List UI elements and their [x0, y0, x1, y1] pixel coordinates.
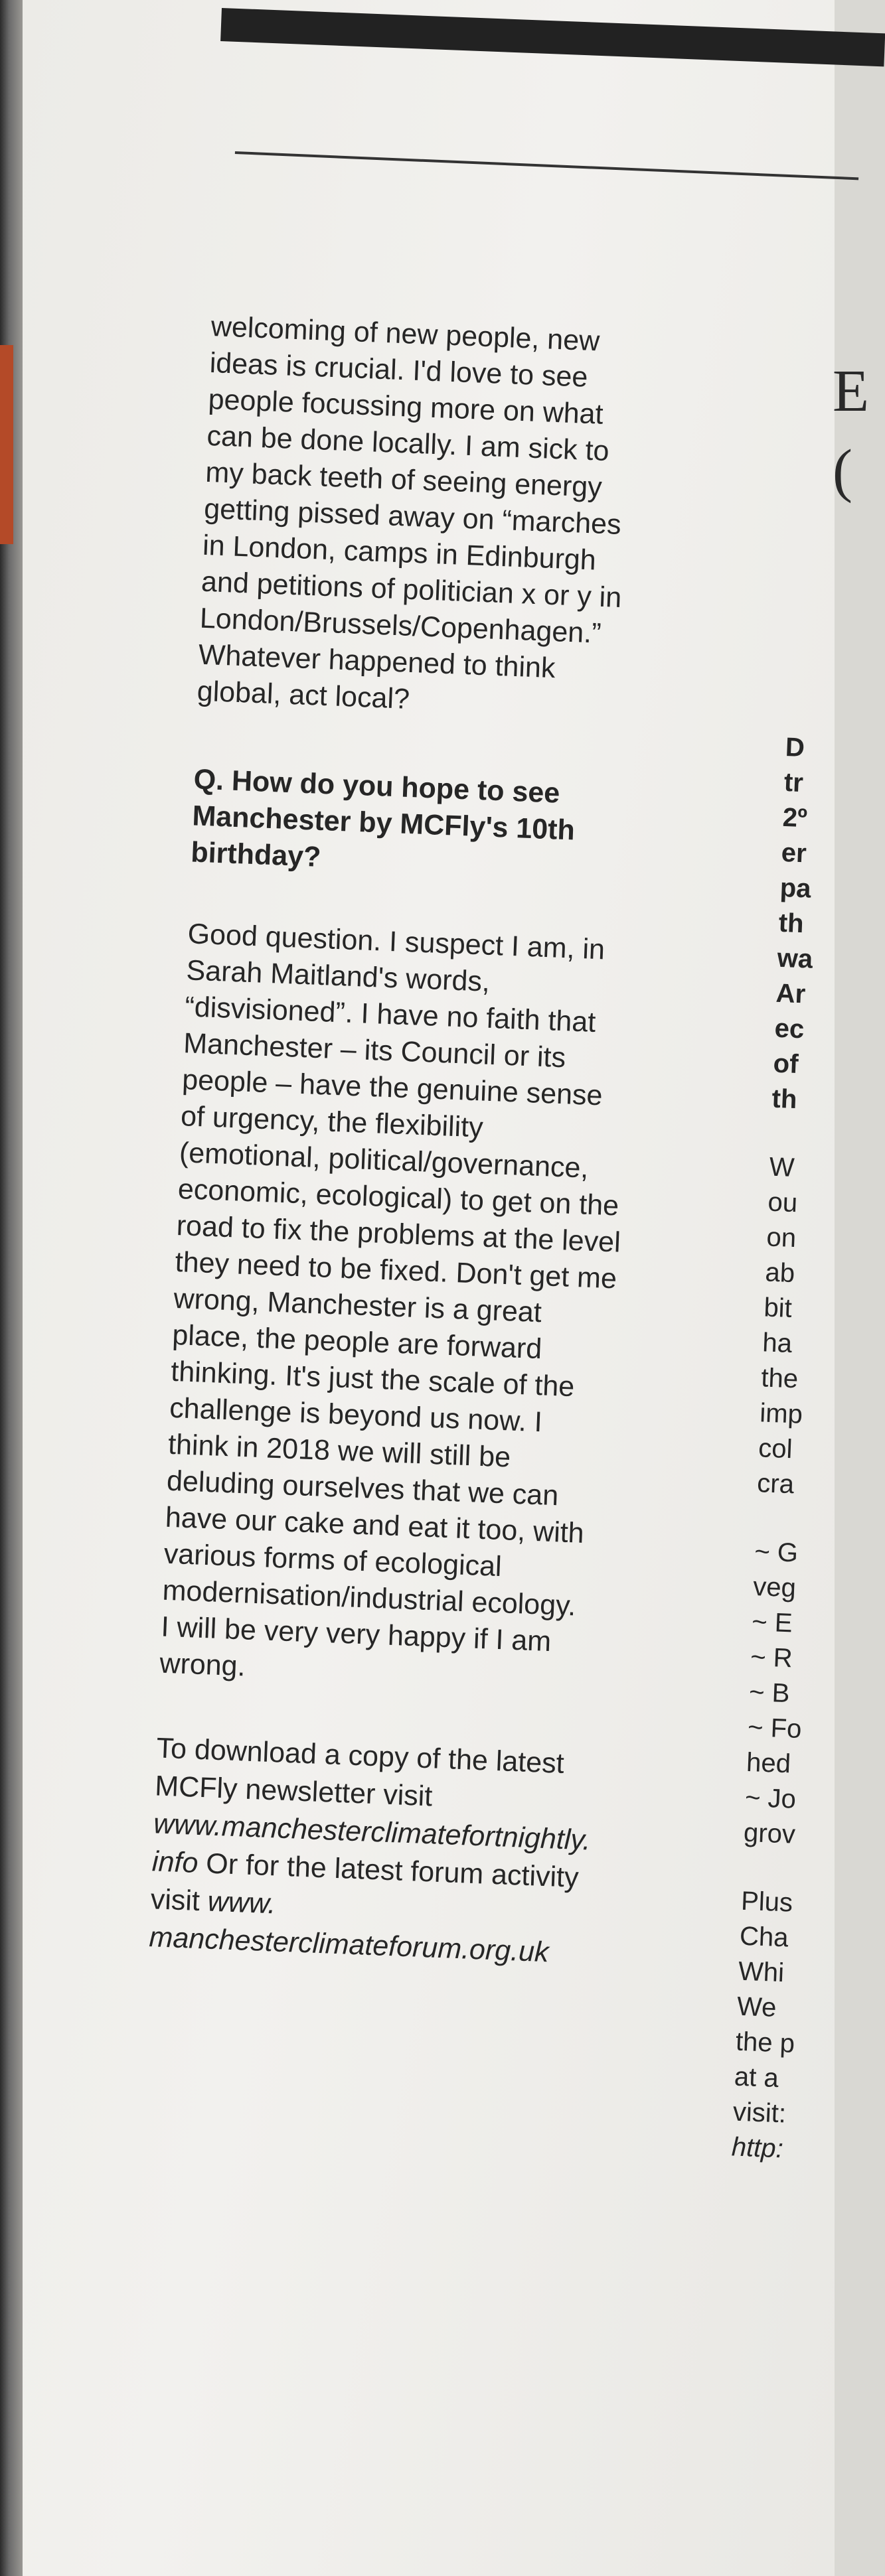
- right-line: the p: [735, 2027, 795, 2058]
- right-line: er: [781, 837, 807, 869]
- right-line: ~ Fo: [747, 1712, 803, 1744]
- right-heading-fragment: E (: [833, 358, 869, 504]
- right-line: ~ B: [748, 1677, 791, 1709]
- right-line: cra: [756, 1468, 795, 1500]
- interview-question: Q. How do you hope to see Manchester by MCFly's 10th birthday?: [190, 763, 576, 873]
- download-note: [149, 1729, 728, 1978]
- forum-prefix: Or for the latest forum activity visit: [149, 1847, 580, 1918]
- right-url-fragment: http:: [731, 2132, 784, 2164]
- right-line: th: [777, 908, 805, 939]
- answer-paragraph: Good question. I suspect I am, in Sarah Maitland's words, “disvisioned”. I have no faith that Manchester – its Council or its people – have the genuine sense of urgency, the flexibility (emotional, political/governance, economic, ecological) to get on the road to fix the problems at the level they need to be fixed. Don't get me wrong, Manchester is a great place, the people are forward thinking. It's just the scale of the challenge is beyond us now. I think in 2018 we will still be deluding ourselves that we can have our cake and eat it too, with various forms of ecological modernisation/industrial ecology. I will be very very happy if I am wrong.: [159, 918, 621, 1683]
- right-line: veg: [752, 1572, 797, 1603]
- right-line: ~ G: [754, 1537, 799, 1568]
- right-line: hed: [746, 1747, 791, 1779]
- download-prefix: To download a copy of the latest MCFly newsletter visit: [154, 1732, 565, 1813]
- right-line: on: [765, 1222, 797, 1253]
- right-bold-lines: [771, 730, 866, 1119]
- right-line: tr: [783, 767, 804, 798]
- right-line: ab: [764, 1257, 795, 1289]
- right-line: of: [772, 1048, 799, 1080]
- forum-link[interactable]: www. manchesterclimateforum.org.uk: [148, 1885, 550, 1969]
- right-line: bit: [763, 1293, 793, 1323]
- right-line: pa: [779, 873, 812, 904]
- right-line: col: [758, 1433, 793, 1465]
- right-line: Cha: [739, 1921, 789, 1953]
- right-line: W: [768, 1152, 795, 1182]
- right-line: visit:: [732, 2097, 787, 2129]
- right-line: at a: [734, 2062, 779, 2094]
- right-line: ~ R: [750, 1642, 793, 1674]
- right-line: grov: [743, 1818, 796, 1849]
- right-line: ec: [773, 1013, 805, 1044]
- right-line: Whi: [738, 1956, 785, 1988]
- header-bar: [220, 8, 885, 66]
- orange-tab: [0, 345, 13, 544]
- right-plus-lines: [732, 1884, 821, 2133]
- download-text: [149, 1729, 728, 1978]
- newsletter-link[interactable]: www.manchesterclimatefortnightly. info: [151, 1808, 592, 1879]
- right-line: D: [785, 732, 805, 763]
- intro-paragraph: welcoming of new people, new ideas is crucial. I'd love to see people focussing more on what can be done locally. I am sick to my back teeth of seeing energy getting pissed away on “marches in London, camps in Edinburgh and petitions of politician x or y in London/Brussels/Copenhagen.” Whatever happened to think global, act local?: [196, 310, 623, 715]
- right-line: 2º: [782, 802, 808, 833]
- right-line: We: [736, 1991, 777, 2023]
- right-line: wa: [776, 943, 813, 974]
- right-line: ~ Jo: [744, 1782, 797, 1814]
- right-line: th: [771, 1084, 798, 1115]
- right-line: ~ E: [751, 1607, 793, 1638]
- right-line: Plus: [740, 1886, 793, 1918]
- right-line: imp: [759, 1398, 803, 1429]
- header-rule: [235, 151, 858, 180]
- right-line: Ar: [775, 978, 807, 1009]
- right-body-lines: [756, 1150, 849, 1504]
- newsletter-page: [23, 0, 869, 2576]
- right-list-lines: [743, 1534, 835, 1853]
- right-line: ou: [767, 1187, 798, 1218]
- main-column: [149, 309, 783, 1978]
- right-line: the: [760, 1363, 799, 1394]
- right-line: ha: [762, 1328, 793, 1359]
